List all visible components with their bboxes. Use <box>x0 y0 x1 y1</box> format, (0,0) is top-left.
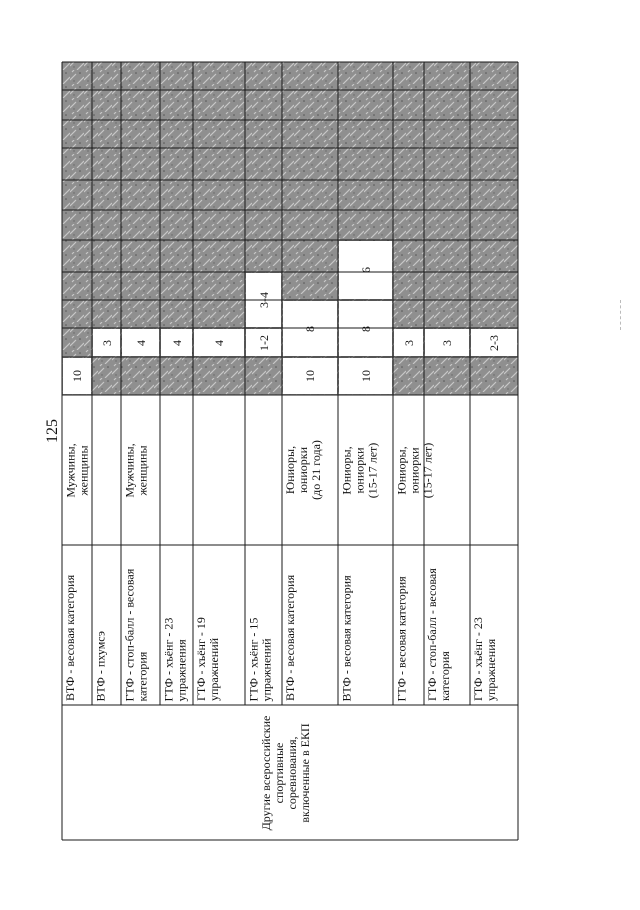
value-cell: 3-4 <box>256 292 271 308</box>
discipline-cell: ГТФ - весовая категория <box>394 575 408 701</box>
section-label: Другие всероссийские спортивные соревнования, включенные в ЕКП <box>259 715 312 830</box>
value-cell: 4 <box>212 339 226 346</box>
value-cell: 8 <box>358 325 373 332</box>
discipline-cell: ВТФ - пхумсэ <box>93 630 107 701</box>
value-cell: 10 <box>70 370 84 382</box>
value-cell: 1-2 <box>256 334 271 351</box>
discipline-cell: ВТФ - весовая категория <box>339 574 353 701</box>
group-cell: Юниоры, юниорки (15-17 лет) <box>394 442 434 498</box>
discipline-cell: ГТФ - хъёнг - 23 упражнения <box>161 617 188 701</box>
page-number: 125 <box>44 419 61 443</box>
group-cell: Мужчины, женщины <box>63 442 90 498</box>
value-cell: 8 <box>303 325 317 332</box>
value-cell: 6 <box>358 267 373 273</box>
group-cell: Мужчины, женщины <box>122 442 149 498</box>
discipline-cell: ГТФ - хъёнг - 19 упражнений <box>194 617 221 701</box>
discipline-cell: ГТФ - хъёнг - 23 упражнения <box>471 617 498 701</box>
group-cell: Юниоры, юниорки (15-17 лет) <box>339 442 379 498</box>
value-cell: 10 <box>303 370 317 382</box>
discipline-cell: ГТФ - хъёнг - 15 упражнений <box>246 617 273 701</box>
value-cell: 4 <box>169 339 184 346</box>
value-cell: 2-3 <box>487 334 501 351</box>
discipline-cell: ВТФ - весовая категория <box>63 574 77 701</box>
discipline-cell: ГТФ - стоп-балл - весовая категория <box>425 568 452 701</box>
discipline-cell: ГТФ - стоп-балл - весовая категория <box>122 568 149 701</box>
group-cell: Юниоры, юниорки (до 21 года) <box>283 440 323 500</box>
value-cell: 3 <box>440 339 454 346</box>
value-cell: 10 <box>358 370 373 382</box>
margin-mark <box>620 300 622 330</box>
discipline-cell: ВТФ - весовая категория <box>283 574 297 701</box>
value-cell: 3 <box>99 339 114 346</box>
value-cell: 3 <box>401 339 416 346</box>
value-cell: 4 <box>133 339 148 346</box>
